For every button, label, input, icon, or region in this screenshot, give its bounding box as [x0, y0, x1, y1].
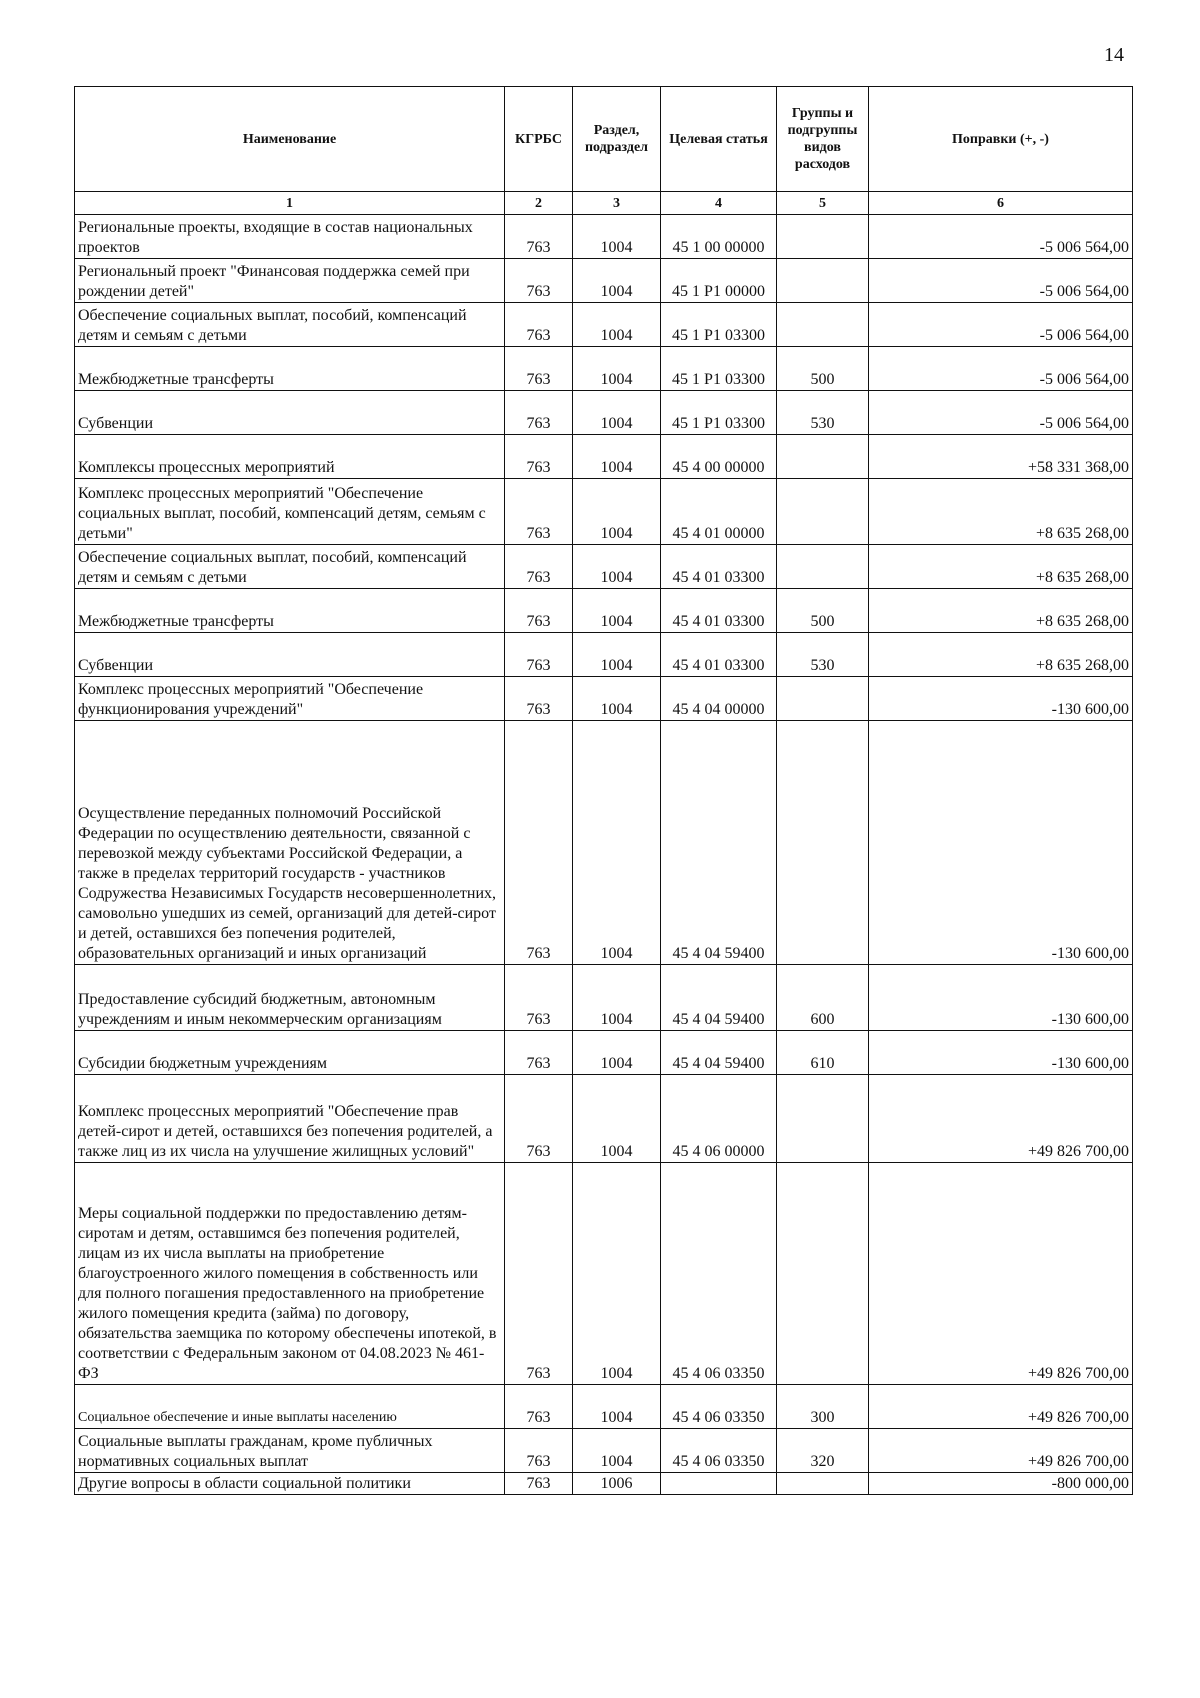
table-row: [75, 1163, 1133, 1385]
row-section: 1004: [573, 259, 661, 303]
row-article: 45 1 P1 00000: [661, 259, 777, 303]
row-group: [777, 303, 869, 347]
row-section: 1004: [573, 215, 661, 259]
row-name: Осуществление переданных полномочий Российской Федерации по осуществлению деятельности, связанной с перевозкой между субъектами Российской Федерации, а также в пределах территорий государств - участников Содружества Независимых Государств несовершеннолетних, самовольно ушедших из семей, организаций для детей-сирот и детей, оставшихся без попечения родителей, образовательных организаций и иных организаций: [75, 721, 505, 965]
row-kgrbs: 763: [505, 347, 573, 391]
row-group: 500: [777, 347, 869, 391]
row-section: 1006: [573, 1473, 661, 1495]
row-amount: -5 006 564,00: [869, 347, 1133, 391]
row-group: [777, 1473, 869, 1495]
table-row: [75, 391, 1133, 435]
row-article: 45 1 00 00000: [661, 215, 777, 259]
column-number: 3: [573, 192, 661, 215]
row-name: Социальное обеспечение и иные выплаты населению: [75, 1385, 505, 1429]
row-kgrbs: 763: [505, 1163, 573, 1385]
row-kgrbs: 763: [505, 677, 573, 721]
row-amount: -800 000,00: [869, 1473, 1133, 1495]
header-section: Раздел, подраздел: [573, 87, 661, 192]
row-article: 45 4 04 00000: [661, 677, 777, 721]
row-kgrbs: 763: [505, 303, 573, 347]
table-row: [75, 1473, 1133, 1495]
row-amount: -130 600,00: [869, 721, 1133, 965]
row-name: Комплекс процессных мероприятий "Обеспечение функционирования учреждений": [75, 677, 505, 721]
row-amount: -5 006 564,00: [869, 259, 1133, 303]
budget-amendments-table: [74, 86, 1133, 1495]
table-row: [75, 347, 1133, 391]
row-article: 45 1 P1 03300: [661, 391, 777, 435]
row-amount: +49 826 700,00: [869, 1385, 1133, 1429]
row-kgrbs: 763: [505, 215, 573, 259]
table-row: [75, 1031, 1133, 1075]
row-article: 45 4 01 00000: [661, 479, 777, 545]
row-amount: +49 826 700,00: [869, 1429, 1133, 1473]
table-row: [75, 965, 1133, 1031]
row-amount: +49 826 700,00: [869, 1163, 1133, 1385]
row-group: [777, 259, 869, 303]
row-name: Другие вопросы в области социальной политики: [75, 1473, 505, 1495]
row-section: 1004: [573, 633, 661, 677]
row-section: 1004: [573, 347, 661, 391]
row-amount: -130 600,00: [869, 965, 1133, 1031]
row-name: Межбюджетные трансферты: [75, 347, 505, 391]
table-row: [75, 1429, 1133, 1473]
row-article: 45 4 04 59400: [661, 1031, 777, 1075]
header-row: [75, 87, 1133, 192]
row-article: 45 1 P1 03300: [661, 347, 777, 391]
table-row: [75, 721, 1133, 965]
table-row: [75, 259, 1133, 303]
row-amount: -5 006 564,00: [869, 215, 1133, 259]
header-amendments: Поправки (+, -): [869, 87, 1133, 192]
row-section: 1004: [573, 1385, 661, 1429]
row-name: Комплексы процессных мероприятий: [75, 435, 505, 479]
row-group: 600: [777, 965, 869, 1031]
header-kgrbs: КГРБС: [505, 87, 573, 192]
row-section: 1004: [573, 1031, 661, 1075]
row-kgrbs: 763: [505, 1429, 573, 1473]
row-group: [777, 215, 869, 259]
column-number: 2: [505, 192, 573, 215]
row-name: Региональные проекты, входящие в состав национальных проектов: [75, 215, 505, 259]
row-name: Комплекс процессных мероприятий "Обеспечение социальных выплат, пособий, компенсаций детям, семьям с детьми": [75, 479, 505, 545]
row-name: Обеспечение социальных выплат, пособий, компенсаций детям и семьям с детьми: [75, 545, 505, 589]
row-name: Субвенции: [75, 633, 505, 677]
table-row: [75, 435, 1133, 479]
row-kgrbs: 763: [505, 545, 573, 589]
row-article: 45 1 P1 03300: [661, 303, 777, 347]
row-name: Региональный проект "Финансовая поддержка семей при рождении детей": [75, 259, 505, 303]
row-name: Социальные выплаты гражданам, кроме публичных нормативных социальных выплат: [75, 1429, 505, 1473]
row-name: Комплекс процессных мероприятий "Обеспечение прав детей-сирот и детей, оставшихся без попечения родителей, а также лиц из их числа на улучшение жилищных условий": [75, 1075, 505, 1163]
row-group: [777, 677, 869, 721]
row-group: 300: [777, 1385, 869, 1429]
row-article: 45 4 06 00000: [661, 1075, 777, 1163]
row-kgrbs: 763: [505, 1385, 573, 1429]
column-number: 4: [661, 192, 777, 215]
column-number: 6: [869, 192, 1133, 215]
row-amount: +8 635 268,00: [869, 479, 1133, 545]
row-amount: +49 826 700,00: [869, 1075, 1133, 1163]
page-number: 14: [1104, 44, 1124, 66]
row-section: 1004: [573, 965, 661, 1031]
row-article: 45 4 04 59400: [661, 721, 777, 965]
row-kgrbs: 763: [505, 1075, 573, 1163]
row-group: [777, 435, 869, 479]
row-amount: -130 600,00: [869, 677, 1133, 721]
row-name: Предоставление субсидий бюджетным, автономным учреждениям и иным некоммерческим организациям: [75, 965, 505, 1031]
row-amount: +8 635 268,00: [869, 589, 1133, 633]
row-article: 45 4 06 03350: [661, 1385, 777, 1429]
row-amount: +58 331 368,00: [869, 435, 1133, 479]
row-section: 1004: [573, 303, 661, 347]
row-name: Обеспечение социальных выплат, пособий, компенсаций детям и семьям с детьми: [75, 303, 505, 347]
table-row: [75, 677, 1133, 721]
row-kgrbs: 763: [505, 391, 573, 435]
row-section: 1004: [573, 677, 661, 721]
table-row: [75, 633, 1133, 677]
row-amount: -5 006 564,00: [869, 391, 1133, 435]
column-number-row: [75, 192, 1133, 215]
row-group: [777, 1163, 869, 1385]
row-name: Меры социальной поддержки по предоставлению детям-сиротам и детям, оставшимся без попечения родителей, лицам из их числа выплаты на приобретение благоустроенного жилого помещения в собственность или для полного погашения предоставленного на приобретение жилого помещения кредита (займа) по договору, обязательства заемщика по которому обеспечены ипотекой, в соответствии с Федеральным законом от 04.08.2023 № 461-ФЗ: [75, 1163, 505, 1385]
row-group: 610: [777, 1031, 869, 1075]
row-article: 45 4 04 59400: [661, 965, 777, 1031]
row-section: 1004: [573, 1075, 661, 1163]
row-section: 1004: [573, 589, 661, 633]
row-section: 1004: [573, 1429, 661, 1473]
row-article: 45 4 01 03300: [661, 545, 777, 589]
table-row: [75, 1385, 1133, 1429]
row-name: Межбюджетные трансферты: [75, 589, 505, 633]
row-kgrbs: 763: [505, 1473, 573, 1495]
row-article: 45 4 01 03300: [661, 633, 777, 677]
row-kgrbs: 763: [505, 965, 573, 1031]
column-number: 5: [777, 192, 869, 215]
row-section: 1004: [573, 391, 661, 435]
row-group: [777, 545, 869, 589]
row-kgrbs: 763: [505, 589, 573, 633]
row-kgrbs: 763: [505, 1031, 573, 1075]
row-kgrbs: 763: [505, 633, 573, 677]
row-kgrbs: 763: [505, 435, 573, 479]
header-name: Наименование: [75, 87, 505, 192]
table-row: [75, 545, 1133, 589]
table-row: [75, 215, 1133, 259]
header-target-article: Целевая статья: [661, 87, 777, 192]
row-group: 530: [777, 391, 869, 435]
row-amount: +8 635 268,00: [869, 633, 1133, 677]
row-kgrbs: 763: [505, 479, 573, 545]
row-name: Субсидии бюджетным учреждениям: [75, 1031, 505, 1075]
row-group: 500: [777, 589, 869, 633]
header-expense-groups: Группы и подгруппы видов расходов: [777, 87, 869, 192]
row-article: 45 4 00 00000: [661, 435, 777, 479]
row-group: [777, 479, 869, 545]
row-amount: -130 600,00: [869, 1031, 1133, 1075]
row-section: 1004: [573, 545, 661, 589]
row-article: 45 4 06 03350: [661, 1429, 777, 1473]
row-section: 1004: [573, 1163, 661, 1385]
row-article: [661, 1473, 777, 1495]
row-group: 530: [777, 633, 869, 677]
table-row: [75, 589, 1133, 633]
table-row: [75, 479, 1133, 545]
row-name: Субвенции: [75, 391, 505, 435]
row-kgrbs: 763: [505, 259, 573, 303]
row-group: 320: [777, 1429, 869, 1473]
table-row: [75, 303, 1133, 347]
column-number: 1: [75, 192, 505, 215]
row-group: [777, 1075, 869, 1163]
table-row: [75, 1075, 1133, 1163]
row-group: [777, 721, 869, 965]
row-section: 1004: [573, 721, 661, 965]
row-kgrbs: 763: [505, 721, 573, 965]
row-article: 45 4 01 03300: [661, 589, 777, 633]
row-section: 1004: [573, 435, 661, 479]
row-amount: -5 006 564,00: [869, 303, 1133, 347]
row-article: 45 4 06 03350: [661, 1163, 777, 1385]
row-amount: +8 635 268,00: [869, 545, 1133, 589]
row-section: 1004: [573, 479, 661, 545]
